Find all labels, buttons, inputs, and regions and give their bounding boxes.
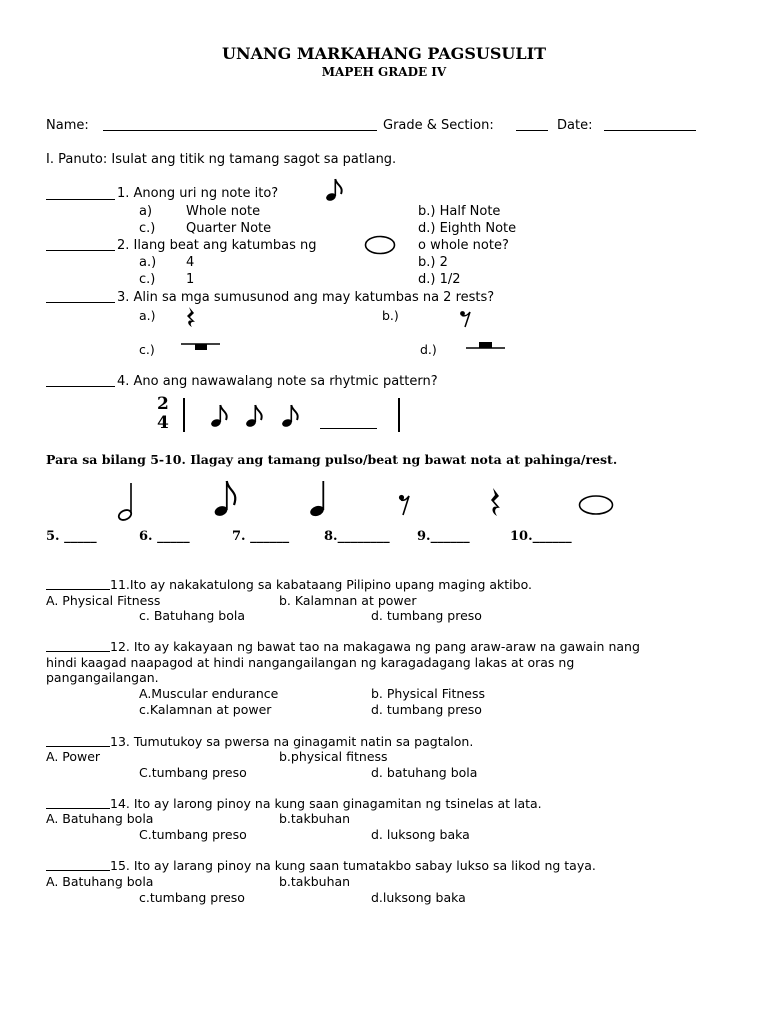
question-3: 3. Alin sa mga sumusunod ang may katumbas na 2 rests? (117, 290, 495, 305)
question-11: 11.Ito ay nakakatulong sa kabataang Pilipino upang maging aktibo. (110, 577, 532, 592)
q11-option-b: b. Kalamnan at power (279, 593, 417, 608)
question-1: 1. Anong uri ng note ito? (117, 186, 279, 201)
question-12-line2: hindi kaagad naapagod at hindi nangangailangan ng karagadagang lakas at oras ng (46, 655, 575, 670)
eighth-rest-icon (459, 310, 473, 328)
exam-subtitle: MAPEH GRADE IV (321, 65, 447, 79)
q11-option-a: A. Physical Fitness (46, 593, 161, 608)
q15-option-a: A. Batuhang bola (46, 874, 154, 889)
q2-option-d: d.) 1/2 (418, 272, 461, 287)
question-12-line1: 12. Ito ay kakayaan ng bawat tao na makagawa ng pang araw-araw na gawain nang (110, 639, 640, 654)
item-5: 5. _____ (46, 529, 97, 544)
quarter-rest-icon (487, 487, 505, 517)
answer-blank-3[interactable] (46, 302, 115, 303)
q13-option-b: b.physical fitness (279, 749, 388, 764)
q1-option-a-letter: a) (139, 204, 153, 219)
whole-note-icon (578, 494, 614, 516)
q1-option-c-letter: c.) (139, 221, 156, 236)
q2-option-b: b.) 2 (418, 255, 448, 270)
whole-rest-icon (181, 341, 221, 355)
date-label: Date: (557, 118, 593, 133)
answer-blank-1[interactable] (46, 199, 115, 200)
q11-option-d: d. tumbang preso (371, 608, 482, 623)
barline-end (398, 398, 400, 432)
eighth-note-icon (212, 479, 242, 519)
question-2-end: o whole note? (418, 238, 509, 253)
half-note-icon (116, 481, 140, 523)
q12-option-b: b. Physical Fitness (371, 686, 485, 701)
q13-option-c: C.tumbang preso (139, 765, 247, 780)
item-6: 6. _____ (139, 529, 190, 544)
q2-option-a-text: 4 (186, 255, 195, 270)
q14-option-b: b.takbuhan (279, 811, 351, 826)
q14-option-d: d. luksong baka (371, 827, 470, 842)
q11-option-c: c. Batuhang bola (139, 608, 246, 623)
question-13: 13. Tumutukoy sa pwersa na ginagamit natin sa pagtalon. (110, 734, 474, 749)
instruction-2: Para sa bilang 5-10. Ilagay ang tamang pulso/beat ng bawat nota at pahinga/rest. (46, 452, 618, 467)
q15-option-d: d.luksong baka (371, 890, 466, 905)
date-field[interactable] (604, 130, 696, 131)
q14-option-a: A. Batuhang bola (46, 811, 154, 826)
half-rest-icon (466, 339, 506, 353)
item-8: 8.________ (324, 529, 390, 544)
q3-option-b-letter: b.) (382, 308, 399, 323)
answer-blank-11[interactable] (46, 589, 110, 590)
q13-option-d: d. batuhang bola (371, 765, 478, 780)
question-4: 4. Ano ang nawawalang note sa rhytmic pattern? (117, 374, 438, 389)
question-15: 15. Ito ay larang pinoy na kung saan tumatakbo sabay lukso sa likod ng taya. (110, 858, 596, 873)
question-14: 14. Ito ay larong pinoy na kung saan ginagamitan ng tsinelas at lata. (110, 796, 542, 811)
item-7: 7. ______ (232, 529, 290, 544)
answer-blank-12[interactable] (46, 651, 110, 652)
q2-option-c-text: 1 (186, 272, 195, 287)
q2-option-a-letter: a.) (139, 255, 157, 270)
name-field[interactable] (103, 130, 377, 131)
barline-start (183, 398, 185, 432)
q1-option-b: b.) Half Note (418, 204, 501, 219)
q12-option-a: A.Muscular endurance (139, 686, 279, 701)
quarter-note-icon (306, 479, 332, 519)
answer-blank-4[interactable] (46, 386, 115, 387)
eighth-rest-icon (398, 494, 412, 516)
answer-blank-15[interactable] (46, 870, 110, 871)
grade-section-field[interactable] (516, 130, 548, 131)
item-10: 10.______ (510, 529, 572, 544)
q3-option-c-letter: c.) (139, 342, 155, 357)
q15-option-b: b.takbuhan (279, 874, 351, 889)
answer-blank-13[interactable] (46, 746, 110, 747)
q15-option-c: c.tumbang preso (139, 890, 245, 905)
eighth-note-icon (280, 403, 306, 429)
q13-option-a: A. Power (46, 749, 101, 764)
q1-option-c-text: Quarter Note (186, 221, 272, 236)
exam-title: UNANG MARKAHANG PAGSUSULIT (222, 44, 546, 63)
q2-option-c-letter: c.) (139, 272, 156, 287)
item-9: 9.______ (417, 529, 470, 544)
q12-option-d: d. tumbang preso (371, 702, 482, 717)
eighth-note-icon (324, 177, 350, 203)
grade-section-label: Grade & Section: (383, 118, 494, 133)
time-signature-top: 2 (157, 394, 169, 414)
eighth-note-icon (209, 403, 235, 429)
q14-option-c: C.tumbang preso (139, 827, 247, 842)
answer-blank-2[interactable] (46, 250, 115, 251)
time-signature-bottom: 4 (157, 413, 169, 433)
instruction-1: I. Panuto: Isulat ang titik ng tamang sagot sa patlang. (46, 152, 397, 167)
question-12-line3: pangangailangan. (46, 670, 159, 685)
q1-option-d: d.) Eighth Note (418, 221, 517, 236)
q12-option-c: c.Kalamnan at power (139, 702, 272, 717)
q3-option-a-letter: a.) (139, 308, 156, 323)
name-label: Name: (46, 118, 89, 133)
quarter-rest-icon (184, 306, 200, 328)
q1-option-a-text: Whole note (186, 204, 261, 219)
question-2-start: 2. Ilang beat ang katumbas ng (117, 238, 317, 253)
whole-note-icon (364, 235, 396, 255)
answer-blank-14[interactable] (46, 808, 110, 809)
missing-note-blank[interactable] (320, 428, 377, 429)
eighth-note-icon (244, 403, 270, 429)
q3-option-d-letter: d.) (420, 342, 437, 357)
